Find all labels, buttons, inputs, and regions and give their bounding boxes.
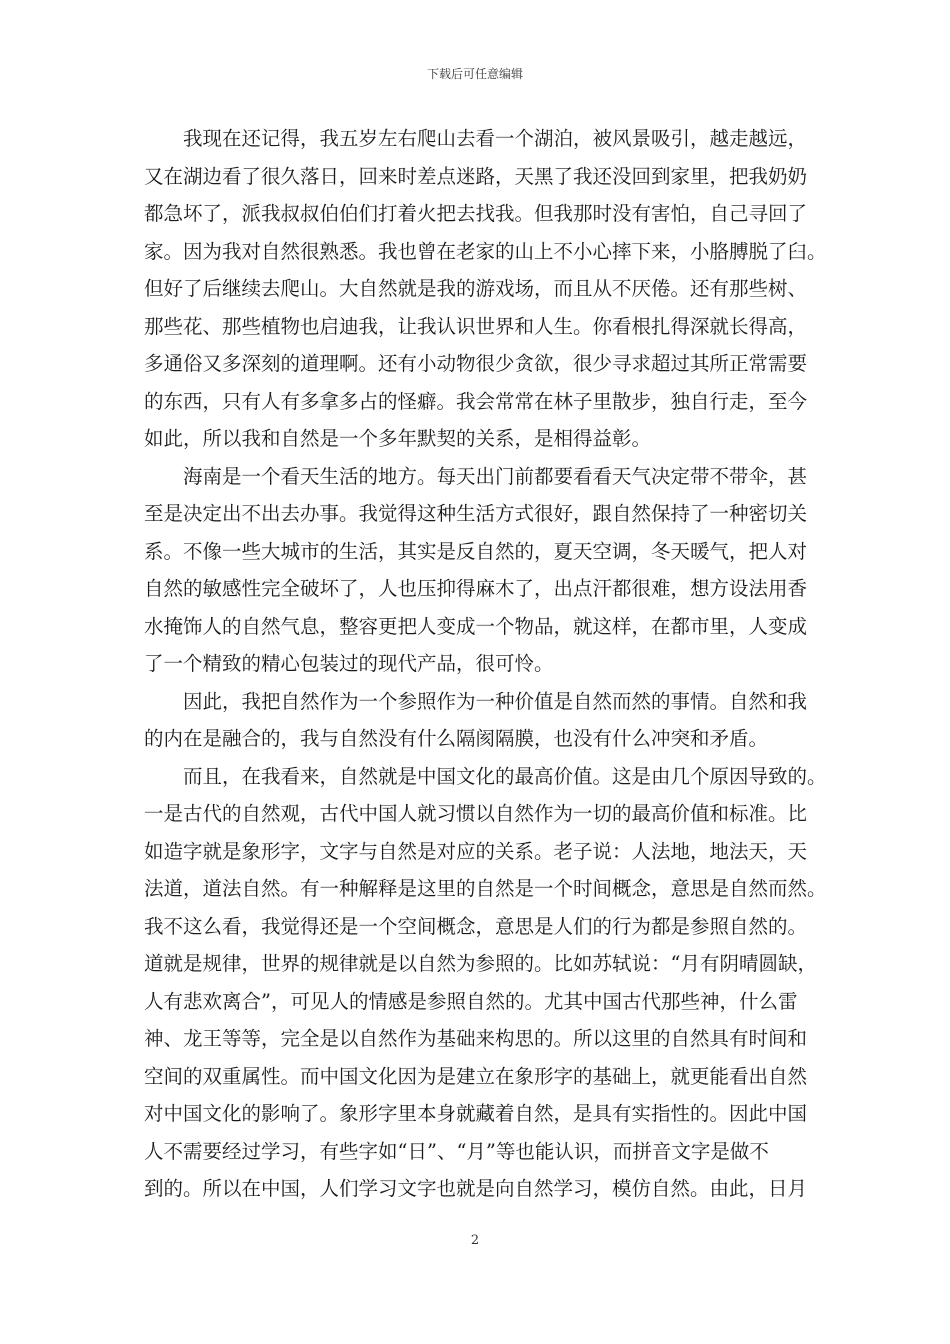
text-line: 那些花、那些植物也启迪我，让我认识世界和人生。你看根扎得深就长得高， <box>144 314 808 338</box>
text-line: 神、龙王等等，完全是以自然作为基础来构思的。所以这里的自然具有时间和 <box>144 1027 808 1050</box>
text-line: 人有悲欢离合”，可见人的情感是参照自然的。尤其中国古代那些神，什么雷 <box>144 989 798 1013</box>
text-line: 因此，我把自然作为一个参照作为一种价值是自然而然的事情。自然和我 <box>144 689 808 713</box>
text-line: 法道，道法自然。有一种解释是这里的自然是一个时间概念，意思是自然而然。 <box>144 877 827 900</box>
text-line: 多通俗又多深刻的道理啊。还有小动物很少贪欲，很少寻求超过其所正常需要 <box>144 352 808 375</box>
text-line: 如此，所以我和自然是一个多年默契的关系，是相得益彰。 <box>144 427 652 450</box>
text-line: 了一个精致的精心包装过的现代产品，很可怜。 <box>144 652 554 675</box>
text-line: 但好了后继续去爬山。大自然就是我的游戏场，而且从不厌倦。还有那些树、 <box>144 277 808 300</box>
text-line: 到的。所以在中国，人们学习文字也就是向自然学习，模仿自然。由此，日月 <box>144 1177 808 1200</box>
text-line: 我现在还记得，我五岁左右爬山去看一个湖泊，被风景吸引，越走越远， <box>144 127 808 150</box>
text-line: 如造字就是象形字，文字与自然是对应的关系。老子说：人法地，地法天，天 <box>144 839 808 863</box>
text-line: 而且，在我看来，自然就是中国文化的最高价值。这是由几个原因导致的。 <box>144 764 827 788</box>
page-number: 2 <box>470 1233 480 1248</box>
text-line: 家。因为我对自然很熟悉。我也曾在老家的山上不小心摔下来，小胳膊脱了臼。 <box>144 239 827 263</box>
text-line: 至是决定出不出去办事。我觉得这种生活方式很好，跟自然保持了一种密切关 <box>144 502 808 525</box>
text-line: 空间的双重属性。而中国文化因为是建立在象形字的基础上，就更能看出自然 <box>144 1064 808 1088</box>
text-line: 一是古代的自然观，古代中国人就习惯以自然作为一切的最高价值和标准。比 <box>144 802 808 825</box>
text-line: 人不需要经过学习，有些字如“日”、“月”等也能认识，而拼音文字是做不 <box>144 1139 769 1163</box>
text-line: 的内在是融合的，我与自然没有什么隔阂隔膜，也没有什么冲突和矛盾。 <box>144 727 769 750</box>
text-line: 我不这么看，我觉得还是一个空间概念，意思是人们的行为都是参照自然的。 <box>144 914 808 938</box>
document-body <box>144 120 827 1208</box>
text-line: 都急坏了，派我叔叔伯伯们打着火把去找我。但我那时没有害怕，自己寻回了 <box>144 202 808 225</box>
text-line: 对中国文化的影响了。象形字里本身就藏着自然，是具有实指性的。因此中国 <box>144 1102 808 1125</box>
page-header: 下载后可任意编辑 <box>426 67 523 81</box>
text-line: 的东西，只有人有多拿多占的怪癖。我会常常在林子里散步，独自行走，至今 <box>144 389 808 413</box>
text-line: 又在湖边看了很久落日，回来时差点迷路，天黑了我还没回到家里，把我奶奶 <box>144 164 808 188</box>
text-line: 水掩饰人的自然气息，整容更把人变成一个物品，就这样，在都市里，人变成 <box>144 614 808 638</box>
text-line: 道就是规律，世界的规律就是以自然为参照的。比如苏轼说：“月有阴晴圆缺， <box>144 952 817 975</box>
text-line: 系。不像一些大城市的生活，其实是反自然的，夏天空调，冬天暖气，把人对 <box>144 539 808 563</box>
text-line: 自然的敏感性完全破坏了，人也压抑得麻木了，出点汗都很难，想方设法用香 <box>144 577 808 600</box>
text-line: 海南是一个看天生活的地方。每天出门前都要看看天气决定带不带伞，甚 <box>144 464 808 488</box>
